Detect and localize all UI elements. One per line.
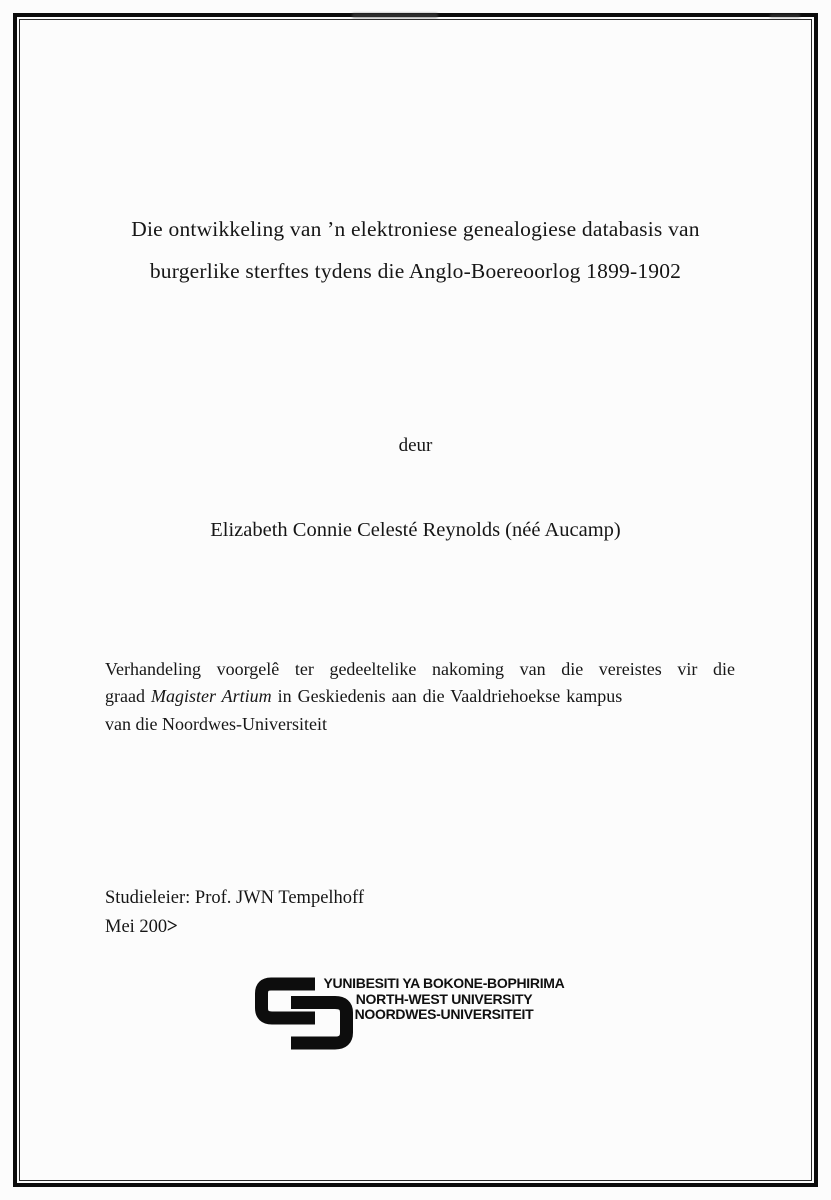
degree-statement-line-3: van die Noordwes-Universiteit [105, 713, 327, 734]
date-prefix: Mei 200 [105, 917, 168, 937]
degree-statement-line-2 [105, 683, 735, 710]
degree-name-italic: Magister Artium [150, 686, 272, 707]
degree-statement [105, 656, 735, 738]
logo-text-setswana: YUNIBESITI YA BOKONE-BOPHIRIMA [323, 975, 565, 991]
university-logo [255, 975, 585, 1051]
author-name: Elizabeth Connie Celesté Reynolds (néé Aucamp) [210, 519, 621, 541]
thesis-title [60, 208, 771, 292]
supervisor-line: Studieleier: Prof. JWN Tempelhoff [105, 888, 365, 908]
statement-line2-suffix: in Geskiedenis aan die Vaaldriehoekse kampus [271, 686, 623, 707]
university-logo-text [315, 976, 573, 1023]
statement-line2-prefix: graad [105, 686, 151, 707]
logo-text-afrikaans: NOORDWES-UNIVERSITEIT [354, 1006, 534, 1022]
scan-smudge [770, 14, 800, 18]
date-line [105, 913, 178, 942]
scan-smudge [352, 13, 438, 18]
byline-deur: deur [398, 435, 433, 456]
logo-text-english: NORTH-WEST UNIVERSITY [355, 990, 533, 1007]
handwritten-seven-glyph: > [166, 915, 178, 939]
thesis-title-line-2: burgerlike sterftes tydens die Anglo-Boereoorlog 1899-1902 [149, 259, 682, 283]
degree-statement-line-1: Verhandeling voorgelê ter gedeeltelike nakoming van die vereistes vir die [105, 659, 735, 679]
thesis-title-line-1: Die ontwikkeling van ’n elektroniese genealogiese databasis van [131, 217, 700, 241]
